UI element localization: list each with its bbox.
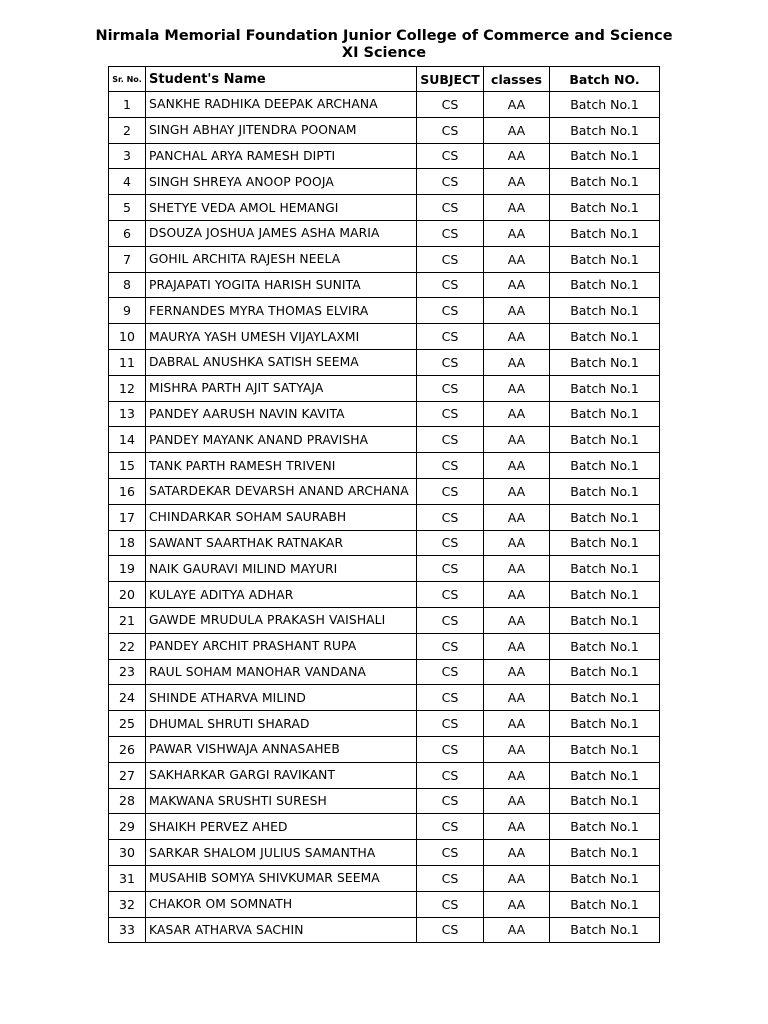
cell-sr-no: 6 — [109, 220, 146, 246]
table-row — [109, 453, 660, 479]
table-row — [109, 401, 660, 427]
cell-classes: AA — [484, 633, 550, 659]
cell-subject: CS — [417, 711, 484, 737]
cell-subject: CS — [417, 582, 484, 608]
cell-batch-no: Batch No.1 — [550, 504, 660, 530]
cell-classes: AA — [484, 401, 550, 427]
cell-subject: CS — [417, 659, 484, 685]
cell-sr-no: 32 — [109, 891, 146, 917]
cell-student-name: MISHRA PARTH AJIT SATYAJA — [146, 375, 417, 401]
cell-sr-no: 25 — [109, 711, 146, 737]
table-row — [109, 685, 660, 711]
cell-classes: AA — [484, 143, 550, 169]
cell-subject: CS — [417, 92, 484, 118]
cell-classes: AA — [484, 814, 550, 840]
cell-classes: AA — [484, 427, 550, 453]
cell-batch-no: Batch No.1 — [550, 530, 660, 556]
table-row — [109, 736, 660, 762]
cell-batch-no: Batch No.1 — [550, 427, 660, 453]
cell-student-name: PANCHAL ARYA RAMESH DIPTI — [146, 143, 417, 169]
cell-sr-no: 5 — [109, 195, 146, 221]
cell-subject: CS — [417, 865, 484, 891]
cell-sr-no: 1 — [109, 92, 146, 118]
table-row — [109, 840, 660, 866]
table-row — [109, 349, 660, 375]
cell-batch-no: Batch No.1 — [550, 762, 660, 788]
cell-classes: AA — [484, 504, 550, 530]
cell-student-name: SINGH SHREYA ANOOP POOJA — [146, 169, 417, 195]
cell-classes: AA — [484, 117, 550, 143]
cell-sr-no: 14 — [109, 427, 146, 453]
cell-subject: CS — [417, 814, 484, 840]
cell-batch-no: Batch No.1 — [550, 143, 660, 169]
cell-batch-no: Batch No.1 — [550, 685, 660, 711]
cell-subject: CS — [417, 272, 484, 298]
cell-subject: CS — [417, 478, 484, 504]
student-batch-table — [108, 66, 660, 943]
cell-student-name: DSOUZA JOSHUA JAMES ASHA MARIA — [146, 220, 417, 246]
cell-student-name: PAWAR VISHWAJA ANNASAHEB — [146, 736, 417, 762]
cell-batch-no: Batch No.1 — [550, 607, 660, 633]
cell-batch-no: Batch No.1 — [550, 556, 660, 582]
cell-batch-no: Batch No.1 — [550, 272, 660, 298]
cell-sr-no: 30 — [109, 840, 146, 866]
table-row — [109, 530, 660, 556]
table-row — [109, 298, 660, 324]
cell-classes: AA — [484, 711, 550, 737]
cell-student-name: GAWDE MRUDULA PRAKASH VAISHALI — [146, 607, 417, 633]
cell-sr-no: 33 — [109, 917, 146, 943]
cell-classes: AA — [484, 762, 550, 788]
cell-classes: AA — [484, 607, 550, 633]
cell-classes: AA — [484, 349, 550, 375]
cell-batch-no: Batch No.1 — [550, 298, 660, 324]
cell-student-name: SHAIKH PERVEZ AHED — [146, 814, 417, 840]
cell-batch-no: Batch No.1 — [550, 117, 660, 143]
cell-sr-no: 21 — [109, 607, 146, 633]
cell-batch-no: Batch No.1 — [550, 633, 660, 659]
cell-sr-no: 9 — [109, 298, 146, 324]
cell-subject: CS — [417, 762, 484, 788]
table-row — [109, 220, 660, 246]
cell-sr-no: 16 — [109, 478, 146, 504]
cell-classes: AA — [484, 324, 550, 350]
cell-sr-no: 7 — [109, 246, 146, 272]
cell-sr-no: 20 — [109, 582, 146, 608]
cell-subject: CS — [417, 504, 484, 530]
cell-sr-no: 23 — [109, 659, 146, 685]
cell-subject: CS — [417, 736, 484, 762]
cell-subject: CS — [417, 195, 484, 221]
cell-batch-no: Batch No.1 — [550, 840, 660, 866]
table-row — [109, 711, 660, 737]
cell-sr-no: 27 — [109, 762, 146, 788]
cell-sr-no: 4 — [109, 169, 146, 195]
cell-student-name: MUSAHIB SOMYA SHIVKUMAR SEEMA — [146, 865, 417, 891]
cell-batch-no: Batch No.1 — [550, 324, 660, 350]
cell-sr-no: 8 — [109, 272, 146, 298]
table-row — [109, 891, 660, 917]
cell-sr-no: 19 — [109, 556, 146, 582]
cell-batch-no: Batch No.1 — [550, 711, 660, 737]
cell-student-name: PANDEY AARUSH NAVIN KAVITA — [146, 401, 417, 427]
cell-batch-no: Batch No.1 — [550, 220, 660, 246]
table-header-row — [109, 67, 660, 92]
cell-classes: AA — [484, 169, 550, 195]
cell-subject: CS — [417, 633, 484, 659]
cell-sr-no: 22 — [109, 633, 146, 659]
cell-sr-no: 26 — [109, 736, 146, 762]
cell-classes: AA — [484, 917, 550, 943]
cell-subject: CS — [417, 246, 484, 272]
cell-subject: CS — [417, 788, 484, 814]
cell-classes: AA — [484, 865, 550, 891]
table-row — [109, 246, 660, 272]
cell-sr-no: 3 — [109, 143, 146, 169]
cell-batch-no: Batch No.1 — [550, 659, 660, 685]
cell-student-name: SAKHARKAR GARGI RAVIKANT — [146, 762, 417, 788]
cell-sr-no: 17 — [109, 504, 146, 530]
document-title: Nirmala Memorial Foundation Junior College of Commerce and Science — [95, 28, 673, 44]
cell-sr-no: 31 — [109, 865, 146, 891]
cell-classes: AA — [484, 195, 550, 221]
cell-subject: CS — [417, 891, 484, 917]
cell-student-name: SARKAR SHALOM JULIUS SAMANTHA — [146, 840, 417, 866]
cell-student-name: DHUMAL SHRUTI SHARAD — [146, 711, 417, 737]
cell-sr-no: 18 — [109, 530, 146, 556]
cell-batch-no: Batch No.1 — [550, 582, 660, 608]
cell-classes: AA — [484, 246, 550, 272]
cell-classes: AA — [484, 220, 550, 246]
cell-sr-no: 15 — [109, 453, 146, 479]
cell-classes: AA — [484, 788, 550, 814]
table-row — [109, 272, 660, 298]
cell-batch-no: Batch No.1 — [550, 788, 660, 814]
cell-subject: CS — [417, 298, 484, 324]
table-row — [109, 917, 660, 943]
cell-batch-no: Batch No.1 — [550, 92, 660, 118]
cell-sr-no: 13 — [109, 401, 146, 427]
column-header-student-name: Student's Name — [146, 67, 417, 92]
cell-student-name: PRAJAPATI YOGITA HARISH SUNITA — [146, 272, 417, 298]
cell-batch-no: Batch No.1 — [550, 865, 660, 891]
table-row — [109, 633, 660, 659]
cell-subject: CS — [417, 349, 484, 375]
cell-batch-no: Batch No.1 — [550, 169, 660, 195]
cell-subject: CS — [417, 117, 484, 143]
cell-classes: AA — [484, 478, 550, 504]
table-row — [109, 195, 660, 221]
cell-classes: AA — [484, 891, 550, 917]
table-row — [109, 92, 660, 118]
cell-student-name: SATARDEKAR DEVARSH ANAND ARCHANA — [146, 478, 417, 504]
cell-student-name: SAWANT SAARTHAK RATNAKAR — [146, 530, 417, 556]
cell-classes: AA — [484, 582, 550, 608]
cell-subject: CS — [417, 143, 484, 169]
cell-student-name: PANDEY ARCHIT PRASHANT RUPA — [146, 633, 417, 659]
cell-subject: CS — [417, 169, 484, 195]
cell-batch-no: Batch No.1 — [550, 891, 660, 917]
table-row — [109, 556, 660, 582]
cell-student-name: MAURYA YASH UMESH VIJAYLAXMI — [146, 324, 417, 350]
cell-batch-no: Batch No.1 — [550, 349, 660, 375]
cell-batch-no: Batch No.1 — [550, 246, 660, 272]
cell-classes: AA — [484, 556, 550, 582]
cell-classes: AA — [484, 736, 550, 762]
cell-batch-no: Batch No.1 — [550, 814, 660, 840]
table-row — [109, 375, 660, 401]
cell-classes: AA — [484, 298, 550, 324]
cell-classes: AA — [484, 840, 550, 866]
cell-subject: CS — [417, 607, 484, 633]
cell-sr-no: 11 — [109, 349, 146, 375]
table-row — [109, 659, 660, 685]
table-row — [109, 814, 660, 840]
table-row — [109, 788, 660, 814]
cell-student-name: KULAYE ADITYA ADHAR — [146, 582, 417, 608]
column-header-classes: classes — [484, 67, 550, 92]
cell-subject: CS — [417, 401, 484, 427]
cell-student-name: NAIK GAURAVI MILIND MAYURI — [146, 556, 417, 582]
table-row — [109, 143, 660, 169]
table-row — [109, 324, 660, 350]
cell-batch-no: Batch No.1 — [550, 195, 660, 221]
cell-subject: CS — [417, 427, 484, 453]
cell-subject: CS — [417, 453, 484, 479]
table-row — [109, 478, 660, 504]
table-row — [109, 582, 660, 608]
document-subtitle: XI Science — [341, 45, 427, 61]
cell-batch-no: Batch No.1 — [550, 917, 660, 943]
cell-subject: CS — [417, 917, 484, 943]
cell-student-name: SINGH ABHAY JITENDRA POONAM — [146, 117, 417, 143]
column-header-subject: SUBJECT — [417, 67, 484, 92]
cell-student-name: TANK PARTH RAMESH TRIVENI — [146, 453, 417, 479]
cell-subject: CS — [417, 324, 484, 350]
cell-student-name: FERNANDES MYRA THOMAS ELVIRA — [146, 298, 417, 324]
cell-classes: AA — [484, 685, 550, 711]
cell-batch-no: Batch No.1 — [550, 375, 660, 401]
cell-sr-no: 29 — [109, 814, 146, 840]
cell-classes: AA — [484, 272, 550, 298]
cell-student-name: SANKHE RADHIKA DEEPAK ARCHANA — [146, 92, 417, 118]
table-row — [109, 427, 660, 453]
cell-subject: CS — [417, 685, 484, 711]
cell-student-name: PANDEY MAYANK ANAND PRAVISHA — [146, 427, 417, 453]
cell-student-name: SHINDE ATHARVA MILIND — [146, 685, 417, 711]
cell-student-name: MAKWANA SRUSHTI SURESH — [146, 788, 417, 814]
table-row — [109, 117, 660, 143]
table-row — [109, 504, 660, 530]
cell-sr-no: 2 — [109, 117, 146, 143]
cell-sr-no: 10 — [109, 324, 146, 350]
cell-subject: CS — [417, 375, 484, 401]
cell-student-name: CHINDARKAR SOHAM SAURABH — [146, 504, 417, 530]
cell-subject: CS — [417, 556, 484, 582]
cell-subject: CS — [417, 530, 484, 556]
cell-sr-no: 12 — [109, 375, 146, 401]
cell-subject: CS — [417, 220, 484, 246]
table-row — [109, 865, 660, 891]
cell-student-name: CHAKOR OM SOMNATH — [146, 891, 417, 917]
cell-batch-no: Batch No.1 — [550, 401, 660, 427]
column-header-batch-no: Batch NO. — [550, 67, 660, 92]
cell-student-name: RAUL SOHAM MANOHAR VANDANA — [146, 659, 417, 685]
cell-sr-no: 24 — [109, 685, 146, 711]
cell-student-name: GOHIL ARCHITA RAJESH NEELA — [146, 246, 417, 272]
table-row — [109, 169, 660, 195]
cell-subject: CS — [417, 840, 484, 866]
cell-sr-no: 28 — [109, 788, 146, 814]
cell-classes: AA — [484, 375, 550, 401]
table-row — [109, 607, 660, 633]
cell-batch-no: Batch No.1 — [550, 478, 660, 504]
cell-classes: AA — [484, 92, 550, 118]
cell-student-name: SHETYE VEDA AMOL HEMANGI — [146, 195, 417, 221]
cell-classes: AA — [484, 530, 550, 556]
cell-classes: AA — [484, 659, 550, 685]
column-header-sr-no: Sr. No. — [109, 67, 146, 92]
cell-batch-no: Batch No.1 — [550, 453, 660, 479]
table-body — [109, 92, 660, 943]
cell-classes: AA — [484, 453, 550, 479]
table-row — [109, 762, 660, 788]
cell-student-name: DABRAL ANUSHKA SATISH SEEMA — [146, 349, 417, 375]
cell-student-name: KASAR ATHARVA SACHIN — [146, 917, 417, 943]
cell-batch-no: Batch No.1 — [550, 736, 660, 762]
